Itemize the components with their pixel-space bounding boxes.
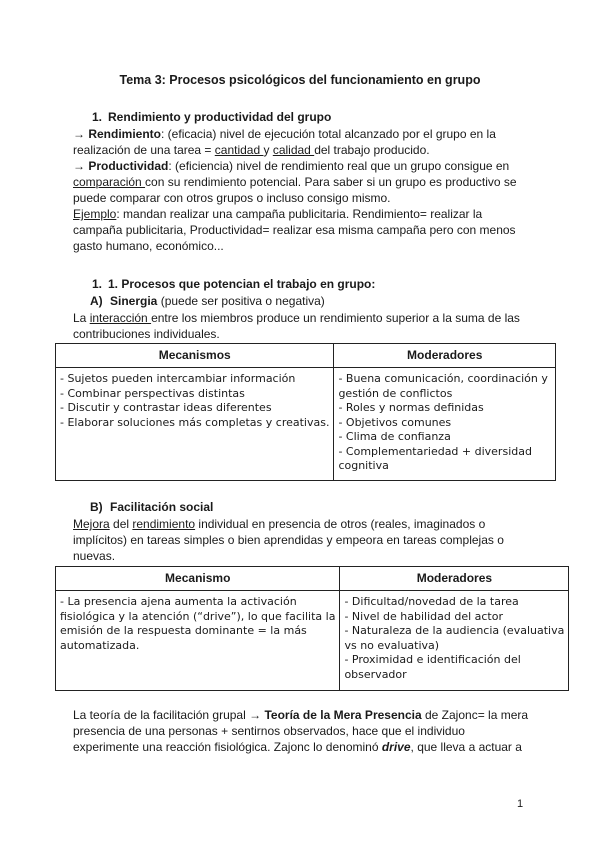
- sinergia-body: [73, 310, 533, 342]
- facilitacion-mecanismo-cell: - La presencia ajena aumenta la activación fisiológica y la atención (“drive”), lo que facilita la emisión de la respuesta dominante = la más automatizada.: [56, 591, 340, 691]
- page-title: Tema 3: Procesos psicológicos del funcionamiento en grupo: [119, 73, 481, 87]
- facilitacion-line-1: Mejora del rendimiento individual en presencia de otros (reales, imaginados o: [73, 517, 486, 531]
- productividad-line-2: comparación con su rendimiento potencial. Para saber si un grupo es productivo se: [73, 175, 517, 189]
- section-heading-procesos: 1. 1. Procesos que potencian el trabajo en grupo:: [92, 277, 376, 291]
- ejemplo-line-1: Ejemplo: mandan realizar una campaña publicitaria. Rendimiento= realizar la: [73, 207, 483, 221]
- closing-line-3: experimente una reacción fisiológica. Zajonc lo denominó drive, que lleva a actuar a: [73, 740, 522, 754]
- rendimiento-line-1: → Rendimiento: (eficacia) nivel de ejecución total alcanzado por el grupo en la: [73, 127, 496, 141]
- page-number: 1: [517, 798, 524, 810]
- sinergia-line-2: contribuciones individuales.: [73, 327, 220, 341]
- facilitacion-line-2: implícitos) en tareas simples o bien aprendidas y empeora en tareas complejas o: [73, 533, 504, 547]
- rendimiento-line-2: realización de una tarea = cantidad y calidad del trabajo producido.: [73, 143, 430, 157]
- section-heading-rendimiento: 1. Rendimiento y productividad del grupo: [92, 110, 332, 124]
- productividad-line-1: → Productividad: (eficiencia) nivel de rendimiento real que un grupo consigue en: [73, 159, 510, 173]
- facilitacion-line-3: nuevas.: [73, 549, 116, 563]
- facilitacion-heading: B) Facilitación social: [90, 500, 214, 514]
- sinergia-table: [55, 343, 556, 481]
- facilitacion-table: [55, 566, 569, 691]
- sinergia-moderadores-cell: - Buena comunicación, coordinación y gestión de conflictos - Roles y normas definidas - Objetivos comunes - Clima de confianza - Complementariedad + diversidad cognitiva: [334, 368, 556, 481]
- facilitacion-moderadores-cell: - Dificultad/novedad de la tarea - Nivel de habilidad del actor - Naturaleza de la audiencia (evaluativa vs no evaluativa) - Proximidad e identificación del observador: [340, 591, 569, 691]
- closing-line-1: La teoría de la facilitación grupal → Teoría de la Mera Presencia de Zajonc= la mera: [73, 708, 529, 722]
- closing-line-2: presencia de una personas + sentirnos observados, hace que el individuo: [73, 724, 465, 738]
- sinergia-heading: A) Sinergia (puede ser positiva o negativa): [90, 294, 325, 308]
- productividad-line-3: puede comparar con otros grupos o incluso consigo mismo.: [73, 191, 391, 205]
- sinergia-line-1: La interacción entre los miembros produce un rendimiento superior a la suma de las: [73, 311, 520, 325]
- sinergia-mecanismos-cell: - Sujetos pueden intercambiar información - Combinar perspectivas distintas - Discutir y contrastar ideas diferentes - Elaborar soluciones más completas y creativas.: [56, 368, 334, 481]
- section1-body: [73, 126, 533, 254]
- closing-paragraph: [73, 707, 533, 755]
- table-header-moderadores: Moderadores: [340, 567, 569, 591]
- table-header-mecanismo: Mecanismo: [56, 567, 340, 591]
- table-header-moderadores: Moderadores: [334, 344, 556, 368]
- table-header-mecanismos: Mecanismos: [56, 344, 334, 368]
- ejemplo-line-3: gasto humano, económico...: [73, 239, 224, 253]
- facilitacion-body: [73, 516, 533, 564]
- ejemplo-line-2: campaña publicitaria, Productividad= realizar esa misma campaña pero con menos: [73, 223, 516, 237]
